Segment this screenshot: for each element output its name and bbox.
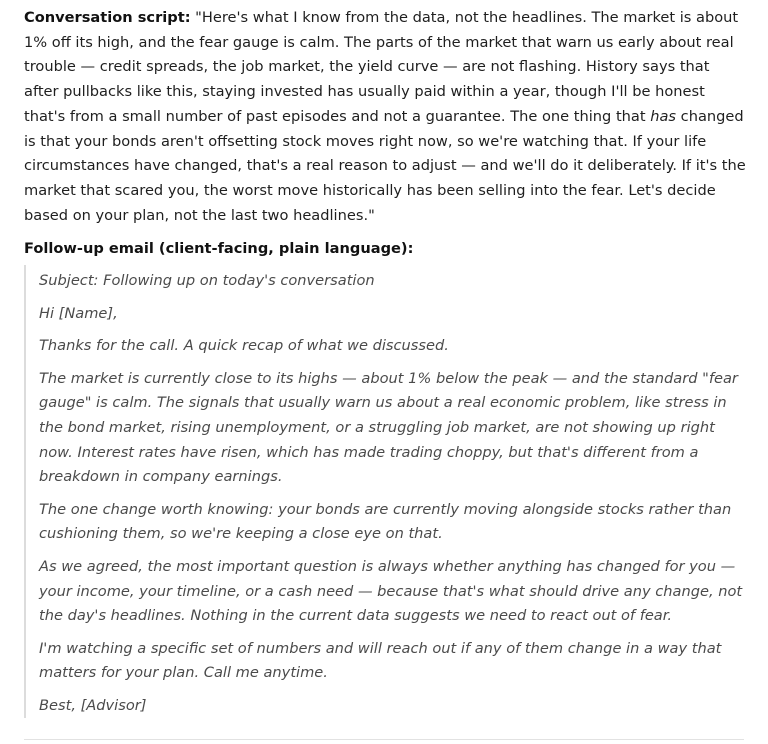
email-signoff: Best, [Advisor]: [39, 696, 147, 714]
followup-email-heading: Follow-up email (client-facing, plain language):: [24, 240, 414, 258]
email-subject: Subject: Following up on today's conversation: [39, 272, 375, 290]
email-blockquote: [24, 265, 748, 718]
conversation-script-text-part-1: "Here's what I know from the data, not the headlines. The market is about 1% off its high, and the fear gauge is calm. The parts of the market that warn us early about real trouble — credit spreads, the job market, the yield curve — are not flashing. History says that after pullbacks like this, staying invested has usually paid within a year, though I'll be honest that's from a small number of past episodes and not a guarantee. The one thing that: [24, 9, 739, 125]
bottom-divider: [24, 739, 744, 740]
conversation-script-emphasis: has: [650, 107, 677, 125]
email-closing-note: I'm watching a specific set of numbers and will reach out if any of them change in a way that matters for your plan. Call me anytime.: [39, 639, 722, 682]
email-plan-note: As we agreed, the most important question is always whether anything has changed for you — your income, your timeline, or a cash need — because that's what should drive any change, not the day's headlines. Nothing in the current data suggests we need to react out of fear.: [39, 557, 743, 625]
document-body: [24, 6, 748, 718]
conversation-script-paragraph: [24, 6, 748, 228]
conversation-script-text-part-2: changed is that your bonds aren't offsetting stock moves right now, so we're watching that. If your life circumstances have changed, that's a real reason to adjust — and we'll do it deliberately. If it's the market that scared you, the worst move historically has been selling into the fear. Let's decide based on your plan, not the last two headlines.": [24, 107, 746, 224]
email-market-summary: The market is currently close to its highs — about 1% below the peak — and the standard "fear gauge" is calm. The signals that usually warn us about a real economic problem, like stress in the bond market, rising unemployment, or a struggling job market, are not showing up right now. Interest rates have risen, which has made trading choppy, but that's different from a breakdown in company earnings.: [39, 369, 738, 486]
email-intro: Thanks for the call. A quick recap of what we discussed.: [39, 337, 449, 355]
email-greeting: Hi [Name],: [39, 304, 118, 322]
email-bond-note: The one change worth knowing: your bonds are currently moving alongside stocks rather than cushioning them, so we're keeping a close eye on that.: [39, 500, 732, 543]
conversation-script-label: Conversation script:: [24, 9, 191, 26]
